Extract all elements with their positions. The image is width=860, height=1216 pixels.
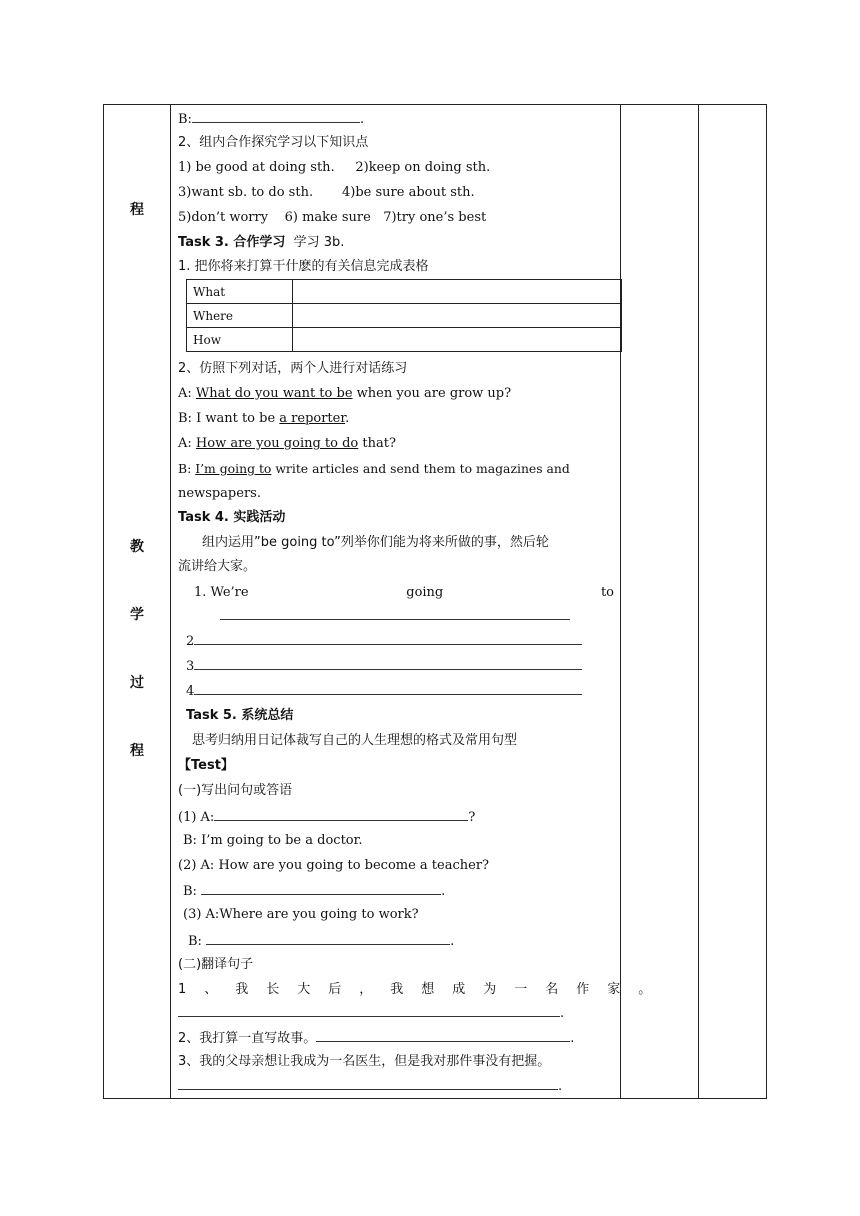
side-label-xue: 学 (130, 607, 144, 623)
dialogue-line-1: A: What do you want to be when you are grow up? (178, 386, 512, 401)
task4-item1-line (220, 605, 570, 627)
side-label-cheng2: 程 (130, 743, 144, 759)
answer-blank (214, 806, 468, 821)
task2-sub2: 2、组内合作探究学习以下知识点 (178, 135, 369, 150)
table-value (293, 280, 622, 304)
dialogue-line-2: B: I want to be a reporter. (178, 411, 350, 426)
section2-heading: (二)翻译句子 (178, 957, 254, 972)
task5-heading: Task 5. 系统总结 (186, 708, 294, 723)
side-label-cheng: 程 (130, 202, 144, 218)
table-label: Where (187, 304, 293, 328)
translate-3-line: . (178, 1075, 562, 1097)
knowledge-points-2: 3)want sb. to do sth. 4)be sure about sth. (178, 185, 475, 200)
translate-1: 1、我长大后，我想成为一名作家。 (178, 982, 670, 997)
task4-desc-2: 流讲给大家。 (178, 559, 257, 574)
answer-blank (178, 1075, 558, 1090)
answer-blank (201, 880, 441, 895)
q2-b: B: . (183, 880, 445, 902)
side-label-jiao: 教 (130, 539, 144, 555)
table-label: How (187, 328, 293, 352)
q2-a: (2) A: How are you going to become a teacher? (178, 858, 490, 873)
section1-heading: (一)写出问句或答语 (178, 783, 293, 798)
column-divider (170, 105, 171, 1098)
table-value (293, 304, 622, 328)
task4-item4: 4 (186, 680, 582, 702)
task3-item1: 1. 把你将来打算干什麽的有关信息完成表格 (178, 259, 429, 274)
knowledge-points-1: 1) be good at doing sth. 2)keep on doing sth. (178, 160, 491, 175)
task4-item1: 1. We’re going to (194, 585, 614, 600)
table-row (187, 328, 622, 352)
plan-table (186, 279, 622, 352)
task4-desc-1: 组内运用”be going to”列举你们能为将来所做的事，然后轮 (202, 535, 549, 550)
answer-blank (220, 605, 570, 620)
task4-item3: 3 (186, 655, 582, 677)
task5-desc: 思考归纳用日记体裁写自己的人生理想的格式及常用句型 (192, 733, 518, 748)
task4-item2: 2 (186, 630, 582, 652)
task4-heading: Task 4. 实践活动 (178, 510, 286, 525)
table-row (187, 304, 622, 328)
q3-b: B: . (188, 930, 454, 952)
task3-heading: Task 3. 合作学习 学习 3b. (178, 235, 345, 250)
column-divider (620, 105, 621, 1098)
lesson-table (103, 104, 767, 1099)
table-value (293, 328, 622, 352)
dialogue-line-4-cont: newspapers. (178, 486, 261, 501)
side-label-guo: 过 (130, 675, 144, 691)
task3-item2: 2、仿照下列对话，两个人进行对话练习 (178, 361, 408, 376)
dialogue-line-3: A: How are you going to do that? (178, 436, 396, 451)
table-row (187, 280, 622, 304)
answer-blank (194, 680, 582, 695)
b-answer-line: B: . (178, 108, 364, 130)
q1-b: B: I’m going to be a doctor. (183, 833, 363, 848)
answer-blank (194, 655, 582, 670)
table-label: What (187, 280, 293, 304)
translate-3: 3、我的父母亲想让我成为一名医生，但是我对那件事没有把握。 (178, 1054, 551, 1069)
answer-blank (178, 1002, 560, 1017)
answer-blank (316, 1027, 570, 1042)
answer-blank (194, 630, 582, 645)
column-divider (698, 105, 699, 1098)
translate-1-line: . (178, 1002, 564, 1024)
q3-a: (3) A:Where are you going to work? (183, 907, 419, 922)
translate-2: 2、我打算一直写故事。 . (178, 1027, 574, 1049)
dialogue-line-4: B: I’m going to write articles and send them to magazines and (178, 461, 570, 476)
answer-blank (206, 930, 450, 945)
q1-a: (1) A: ? (178, 806, 475, 828)
test-heading: 【Test】 (178, 758, 234, 773)
answer-blank (192, 108, 360, 123)
knowledge-points-3: 5)don’t worry 6) make sure 7)try one’s best (178, 210, 487, 225)
